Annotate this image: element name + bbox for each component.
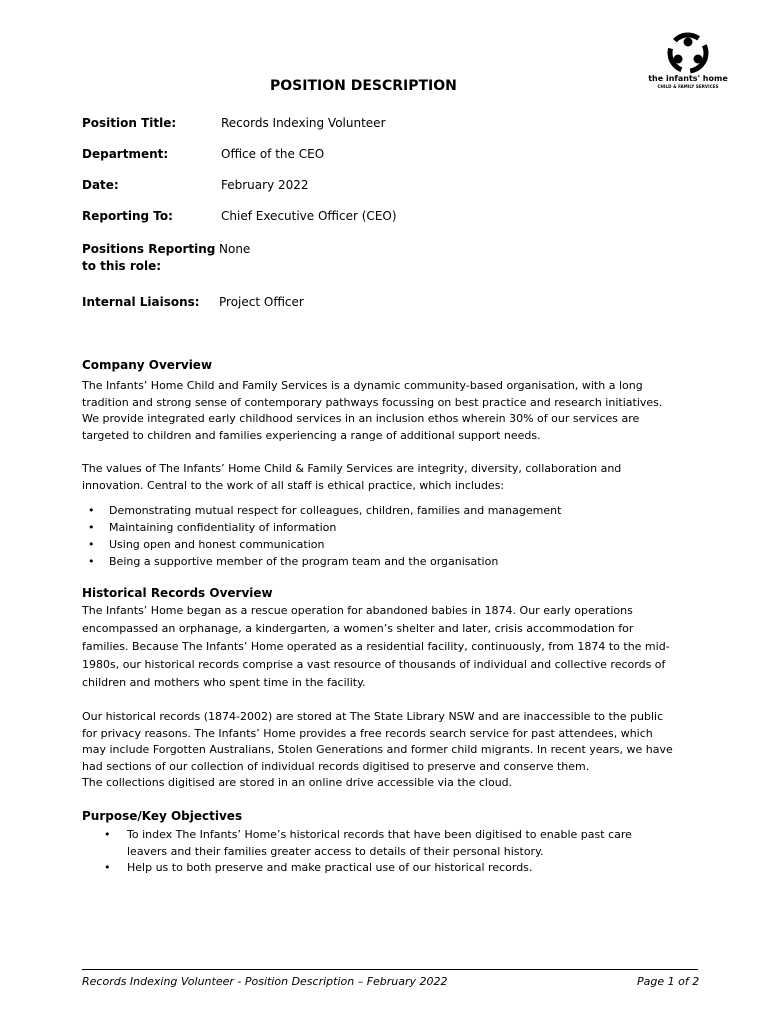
- objectives-list: [104, 827, 632, 877]
- text-line: encompassed an orphanage, a kindergarten, a women’s shelter and later, crisis accommodation for: [82, 622, 634, 635]
- list-item: [88, 553, 561, 570]
- purpose-heading: Purpose/Key Objectives: [82, 809, 243, 823]
- positions-reporting-label-line1: Positions Reporting: [82, 242, 216, 256]
- logo-name: the infants' home: [648, 74, 728, 83]
- list-item: [88, 536, 561, 553]
- list-item: [104, 860, 632, 877]
- text-line: for privacy reasons. The Infants’ Home provides a free records search service for past attendees, which: [82, 726, 653, 740]
- historical-records-heading: Historical Records Overview: [82, 586, 273, 600]
- list-item-text: To index The Infants’ Home’s historical records that have been digitised to enable past care: [127, 828, 632, 841]
- infants-home-logo: [648, 32, 728, 90]
- bullet-icon: •: [88, 504, 95, 517]
- bullet-icon: •: [104, 828, 111, 841]
- text-line: The Infants’ Home began as a rescue operation for abandoned babies in 1874. Our early operations: [82, 604, 633, 617]
- list-item: [88, 519, 561, 536]
- list-item: [88, 502, 561, 519]
- text-line: may include Forgotten Australians, Stolen Generations and former child migrants. In recent years, we have: [82, 743, 673, 757]
- list-item-text: Demonstrating mutual respect for colleagues, children, families and management: [109, 504, 562, 517]
- text-line: had sections of our collection of individual records digitised to preserve and conserve them.: [82, 759, 590, 773]
- text-line: The Infants’ Home Child and Family Services is a dynamic community-based organisation, with a long: [82, 379, 643, 392]
- bullet-icon: •: [104, 861, 111, 875]
- list-item-text: Being a supportive member of the program team and the organisation: [109, 555, 499, 568]
- department-label: Department:: [82, 147, 169, 161]
- footer-page-number: Page 1 of 2: [637, 975, 700, 988]
- historical-records-paragraph-1: [82, 602, 702, 692]
- internal-liaisons-label: Internal Liaisons:: [82, 295, 200, 309]
- ethical-practice-list: [88, 502, 561, 570]
- company-overview-paragraph-2: [82, 461, 702, 494]
- list-item: [104, 827, 632, 860]
- company-overview-paragraph-1: [82, 378, 702, 444]
- logo-mark-icon: [666, 32, 710, 74]
- date-label: Date:: [82, 178, 119, 192]
- date-value: February 2022: [221, 178, 309, 192]
- bullet-icon: •: [88, 538, 95, 551]
- positions-reporting-label-line2: to this role:: [82, 259, 162, 273]
- footer-document-title: Records Indexing Volunteer - Position Description – February 2022: [82, 975, 448, 988]
- text-line: The collections digitised are stored in an online drive accessible via the cloud.: [82, 776, 513, 790]
- logo-subtitle: CHILD & FAMILY SERVICES: [657, 84, 719, 89]
- historical-records-paragraph-2: [82, 709, 702, 792]
- position-title-value: Records Indexing Volunteer: [221, 116, 386, 130]
- list-item-text: leavers and their families greater access to details of their personal history.: [127, 844, 544, 858]
- reporting-to-value: Chief Executive Officer (CEO): [221, 209, 397, 223]
- text-line: tradition and strong sense of contemporary pathways focussing on best practice and research initiatives.: [82, 395, 663, 409]
- text-line: innovation. Central to the work of all staff is ethical practice, which includes:: [82, 478, 505, 492]
- bullet-icon: •: [88, 521, 95, 534]
- reporting-to-label: Reporting To:: [82, 209, 173, 223]
- text-line: children and mothers who spent time in the facility.: [82, 676, 366, 689]
- text-line: We provide integrated early childhood services in an inclusion ethos wherein 30% of our services are: [82, 412, 640, 426]
- text-line: families. Because The Infants’ Home operated as a residential facility, continuously, from 1874 to the mid-: [82, 640, 670, 653]
- page-title: POSITION DESCRIPTION: [270, 78, 457, 94]
- internal-liaisons-value: Project Officer: [219, 295, 304, 309]
- footer-divider: [82, 969, 698, 970]
- department-value: Office of the CEO: [221, 147, 325, 161]
- positions-reporting-value: None: [219, 242, 251, 256]
- list-item-text: Help us to both preserve and make practical use of our historical records.: [127, 861, 533, 875]
- company-overview-heading: Company Overview: [82, 358, 213, 372]
- text-line: 1980s, our historical records comprise a vast resource of thousands of individual and collective records of: [82, 658, 666, 671]
- list-item-text: Maintaining confidentiality of information: [109, 521, 337, 534]
- text-line: The values of The Infants’ Home Child & Family Services are integrity, diversity, collaboration and: [82, 462, 622, 475]
- bullet-icon: •: [88, 555, 95, 568]
- text-line: targeted to children and families experiencing a range of additional support needs.: [82, 428, 541, 442]
- position-title-label: Position Title:: [82, 116, 177, 130]
- text-line: Our historical records (1874-2002) are stored at The State Library NSW and are inaccessible to the public: [82, 710, 664, 723]
- list-item-text: Using open and honest communication: [109, 538, 325, 551]
